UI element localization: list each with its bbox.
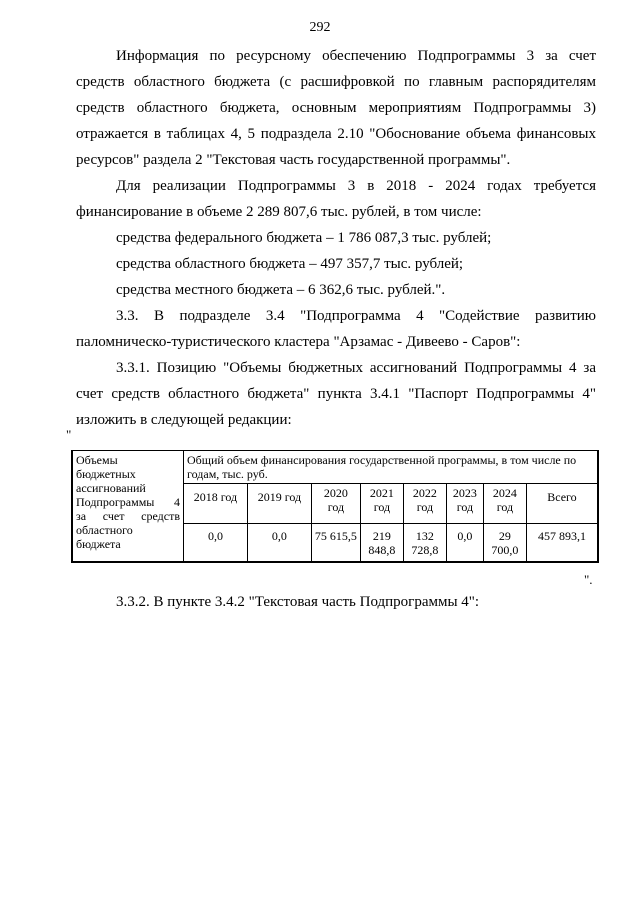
year-cell: 2021 год [360, 484, 403, 524]
row-header-line: бюджетных [76, 467, 136, 481]
row-header-line: бюджета [76, 537, 121, 551]
row-header-line: ассигнований [76, 481, 146, 495]
value-cell: 132 728,8 [403, 524, 446, 562]
table-header: Общий объем финансирования государственной программы, в том числе по годам, тыс. руб. [184, 451, 599, 484]
value-cell: 219 848,8 [360, 524, 403, 562]
paragraph-1: Информация по ресурсному обеспечению Подпрограммы 3 за счет средств областного бюджета (с расшифровкой по главным распорядителям средств областного бюджета, основным мероприятиям Подпрограммы 3) отражается в таблицах 4, 5 подраздела 2.10 "Обоснование объема финансовых ресурсов" раздела 2 "Текстовая часть государственной программы". [76, 48, 596, 168]
row-header-cell [72, 451, 184, 562]
row-header-line: областного [76, 523, 133, 537]
value-cell: 0,0 [184, 524, 248, 562]
year-cell: 2020 год [311, 484, 360, 524]
year-cell: 2024 год [483, 484, 526, 524]
closing-quote: ". [584, 572, 593, 587]
value-cell: 0,0 [446, 524, 483, 562]
total-value-cell: 457 893,1 [526, 524, 598, 562]
paragraph-2: Для реализации Подпрограммы 3 в 2018 - 2024 годах требуется финансирование в объеме 2 289 807,6 тыс. рублей, в том числе: [76, 178, 596, 220]
row-header-line: Подпрограммы 4 [76, 495, 180, 509]
paragraph-position [76, 355, 596, 433]
section-heading-3-3-2: 3.3.2. В пункте 3.4.2 "Текстовая часть Подпрограммы 4": [116, 594, 480, 610]
paragraph-3-3: 3.3. В подразделе 3.4 "Подпрограмма 4 "Содействие развитию паломническо-туристического кластера "Арзамас - Дивеево - Саров": [76, 308, 596, 350]
paragraph-resource-info [76, 43, 596, 173]
row-header-line: Объемы [76, 453, 118, 467]
opening-quote: " [66, 427, 72, 442]
value-cell: 29 700,0 [483, 524, 526, 562]
funding-sources [76, 225, 596, 303]
federal-budget-line: средства федерального бюджета – 1 786 087,3 тыс. рублей; [116, 230, 492, 246]
year-cell: 2018 год [184, 484, 248, 524]
value-cell: 75 615,5 [311, 524, 360, 562]
budget-table [71, 450, 599, 563]
regional-budget-line: средства областного бюджета – 497 357,7 тыс. рублей; [116, 256, 464, 272]
paragraph-3-3-1: 3.3.1. Позицию "Объемы бюджетных ассигнований Подпрограммы 4 за счет средств областного бюджета" пункта 3.4.1 "Паспорт Подпрограммы 4" изложить в следующей редакции: [76, 360, 596, 428]
local-budget-line: средства местного бюджета – 6 362,6 тыс. рублей.". [116, 282, 446, 298]
paragraph-subsection [76, 303, 596, 355]
year-cell: 2023 год [446, 484, 483, 524]
total-header-cell: Всего [526, 484, 598, 524]
year-cell: 2019 год [247, 484, 311, 524]
page-number: 292 [309, 20, 331, 35]
paragraph-financing [76, 173, 596, 225]
year-cell: 2022 год [403, 484, 446, 524]
row-header-line: за счет средств [76, 509, 180, 523]
value-cell: 0,0 [247, 524, 311, 562]
